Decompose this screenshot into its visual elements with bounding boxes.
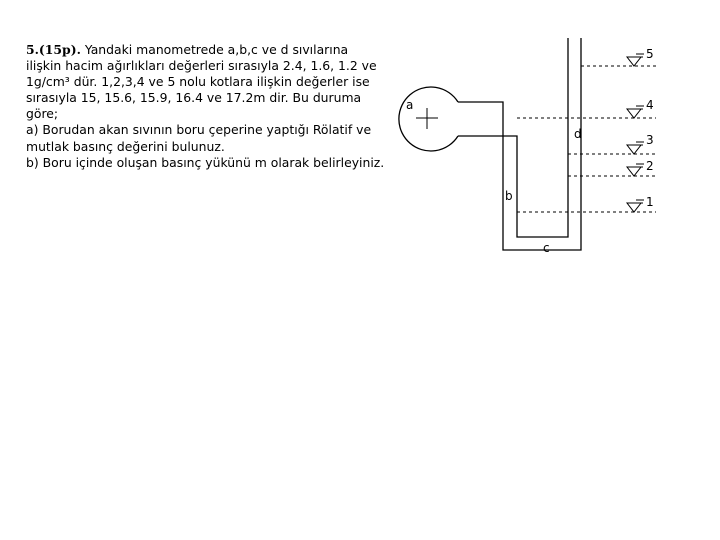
level-label-5: 5 — [646, 47, 654, 61]
problem-line-2: ilişkin hacim ağırlıkları değerleri sırasıyla 2.4, 1.6, 1.2 ve — [26, 58, 377, 74]
problem-line-5: göre; — [26, 106, 59, 122]
level-marker-5 — [627, 54, 644, 66]
level-marker-2 — [627, 164, 644, 176]
tube-inner — [458, 38, 568, 237]
question-b: b) Boru içinde oluşan basınç yükünü m olarak belirleyiniz. — [26, 154, 385, 170]
level-label-4: 4 — [646, 98, 654, 112]
level-marker-1 — [627, 200, 644, 212]
level-label-3: 3 — [646, 133, 654, 147]
level-label-1: 1 — [646, 195, 654, 209]
problem-number: 5.(15p). — [26, 42, 81, 57]
fluid-label-b: b — [505, 189, 513, 203]
level-marker-4 — [627, 106, 644, 118]
fluid-label-d: d — [574, 127, 582, 141]
problem-line-4: sırasıyla 15, 15.6, 15.9, 16.4 ve 17.2m dir. Bu duruma — [26, 90, 362, 106]
problem-line-3: 1g/cm³ dür. 1,2,3,4 ve 5 nolu kotlara ilişkin değerler ise — [26, 74, 370, 90]
level-marker-3 — [627, 142, 644, 154]
problem-line-1: 5.(15p). Yandaki manometrede a,b,c ve d sıvılarına — [26, 42, 349, 57]
tube-outer — [458, 38, 581, 250]
question-a-cont: mutlak basınç değerini bulunuz. — [26, 138, 225, 154]
pipe-circle — [399, 87, 458, 151]
fluid-label-a: a — [406, 98, 414, 112]
question-a: a) Borudan akan sıvının boru çeperine yaptığı Rölatif ve — [26, 122, 372, 138]
fluid-label-c: c — [543, 241, 550, 255]
level-label-2: 2 — [646, 159, 654, 173]
